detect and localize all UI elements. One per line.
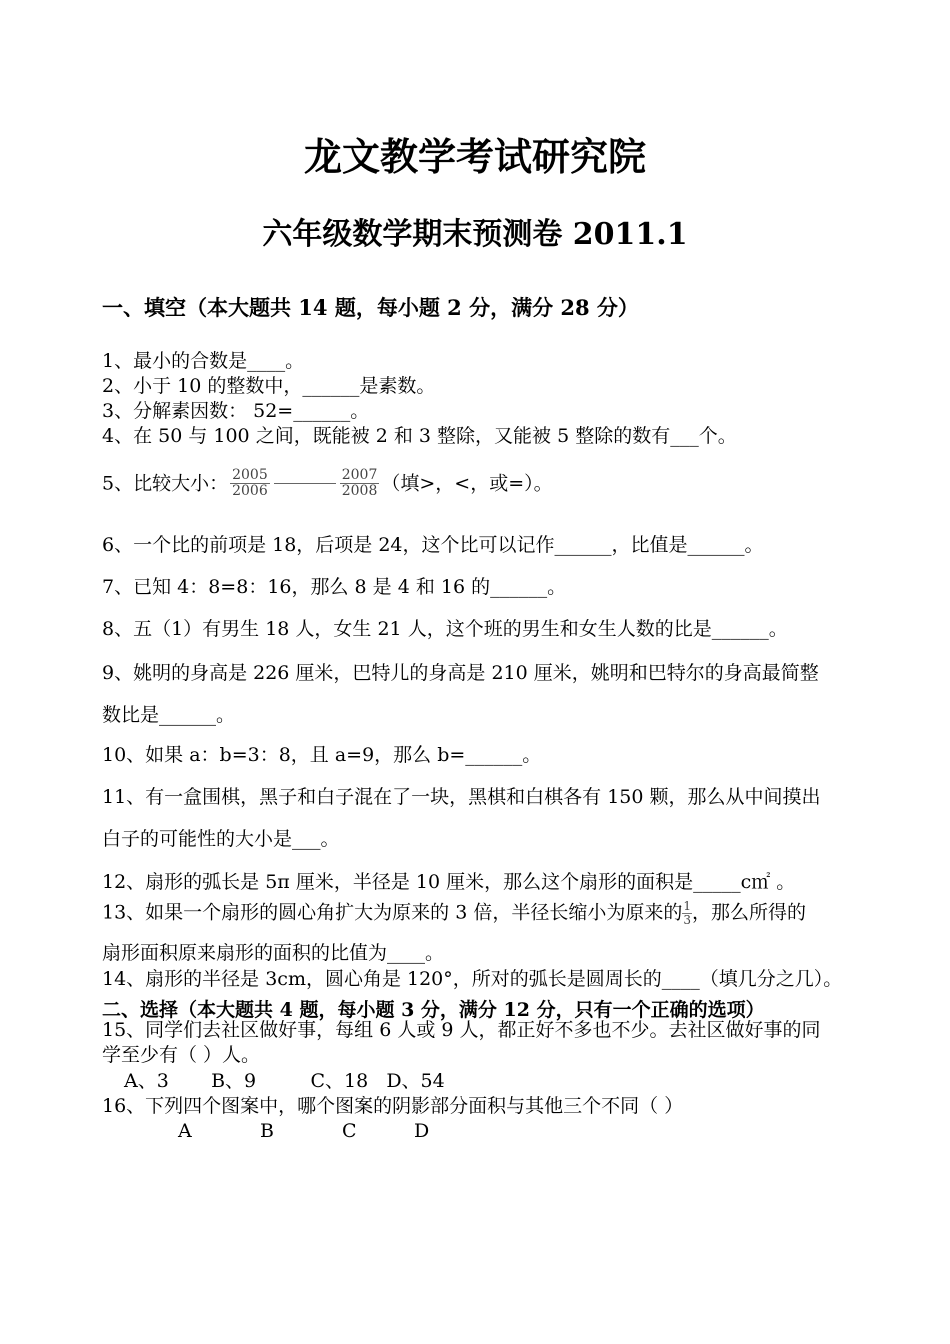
fraction-2007-2008: $\frac{2007}{2008}$ — [341, 467, 378, 500]
exam-title: 六年级数学期末预测卷 2011.1 — [262, 217, 688, 252]
question-4: 4、在 50 与 100 之间，既能被 2 和 3 整除，又能被 5 整除的数有___个。 — [102, 425, 737, 447]
question-5 — [102, 468, 553, 500]
question-6: 6、一个比的前项是 18，后项是 24，这个比可以记作______，比值是______。 — [102, 534, 764, 556]
q16-label-b: B — [260, 1120, 274, 1142]
question-7: 7、已知 4：8=8：16，那么 8 是 4 和 16 的______。 — [102, 576, 567, 598]
section2-heading: 二、选择（本大题共 4 题，每小题 3 分，满分 12 分，只有一个正确的选项） — [102, 999, 765, 1021]
q16-label-a: A — [178, 1120, 192, 1142]
question-2: 2、小于 10 的整数中，______是素数。 — [102, 375, 436, 397]
question-13-line2: 扇形面积原来扇形的面积的比值为____。 — [102, 942, 445, 964]
question-10: 10、如果 a：b=3：8，且 a=9，那么 b=______。 — [102, 744, 542, 766]
question-9-line2: 数比是______。 — [102, 704, 236, 726]
q5-prefix: 5、比较大小： — [102, 472, 229, 495]
q16-label-c: C — [342, 1120, 357, 1142]
fraction-2005-2006: $\frac{2005}{2006}$ — [232, 467, 268, 500]
q16-label-d: D — [414, 1120, 430, 1142]
question-15-options: A、3 B、9 C、18 D、54 — [124, 1070, 445, 1092]
question-11-line2: 白子的可能性的大小是___。 — [102, 828, 340, 850]
question-13-line1: 13、如果一个扇形的圆心角扩大为原来的 3 倍，半径长缩小为原来的 $\frac{1}{3}$ ，那么所得的 — [102, 899, 807, 927]
question-12: 12、扇形的弧长是 5π 厘米，半径是 10 厘米，那么这个扇形的面积是_____c㎡ 。 — [102, 871, 796, 893]
question-16: 16、下列四个图案中，哪个图案的阴影部分面积与其他三个不同（ ） — [102, 1095, 684, 1117]
institute-title: 龙文教学考试研究院 — [303, 134, 646, 179]
section1-heading: 一、填空（本大题共 14 题，每小题 2 分，满分 28 分） — [102, 295, 639, 320]
question-11-line1: 11、有一盒围棋，黑子和白子混在了一块，黑棋和白棋各有 150 颗，那么从中间摸出 — [102, 786, 821, 808]
fraction-one-third: $\frac{1}{3}$ — [683, 899, 691, 927]
q5-suffix: （填>，<，或=）。 — [381, 472, 553, 495]
question-9-line1: 9、姚明的身高是 226 厘米，巴特儿的身高是 210 厘米，姚明和巴特尔的身高最简整 — [102, 662, 819, 684]
question-1: 1、最小的合数是____。 — [102, 350, 305, 372]
question-15-line1: 15、同学们去社区做好事，每组 6 人或 9 人，都正好不多也不少。去社区做好事的同 — [102, 1019, 821, 1041]
compare-blank — [274, 483, 336, 484]
question-15-line2: 学至少有（ ）人。 — [102, 1044, 261, 1066]
question-14: 14、扇形的半径是 3cm，圆心角是 120°，所对的弧长是圆周长的____（填几分之几）。 — [102, 968, 843, 990]
question-3: 3、分解素因数： 52=______。 — [102, 400, 370, 422]
question-8: 8、五（1）有男生 18 人，女生 21 人，这个班的男生和女生人数的比是______。 — [102, 618, 788, 640]
